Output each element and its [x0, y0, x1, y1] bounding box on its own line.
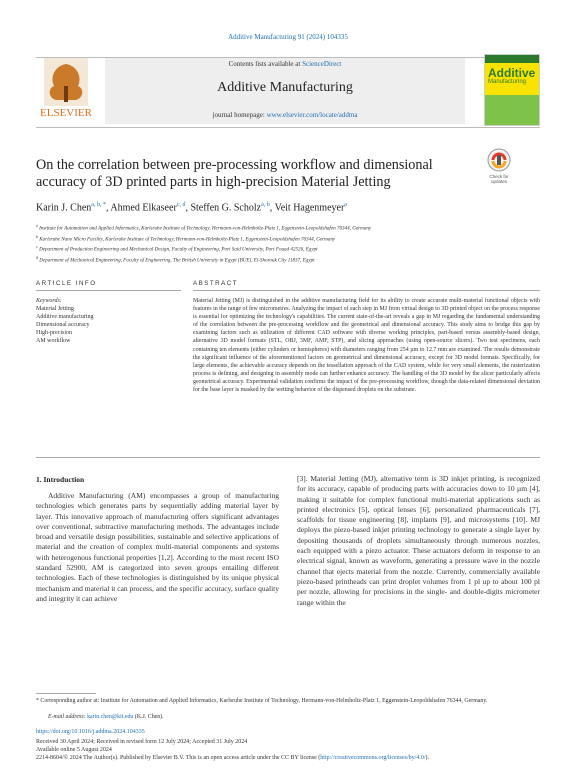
affiliation-list	[36, 222, 540, 265]
divider	[36, 290, 181, 291]
cover-subtitle: Manufacturing	[488, 79, 527, 85]
cover-title: Additive	[488, 66, 536, 80]
publisher-name: ELSEVIER	[40, 107, 92, 119]
journal-cover	[484, 54, 540, 126]
body-text-left-column: Additive Manufacturing (AM) encompasses a group of manufacturing technologies which generates parts by sequentially adding material layer by layer. This innovative approach of manufacturing offers significant advantages over conventional, subtractive manufacturing methods. The advantages include broad and versatile design possibilities, sustainable and selective applications of material and the creation of complex multi-material components and systems with heterogenous functional properties [1,2]. According to the most recent ISO standard 52900, AM is categorized into seven groups entailing different technologies. Each of these technologies is distinguished by its unique physical mechanism and material it can process, and the specific accuracy, surface quality and integrity it can achieve	[36, 491, 279, 603]
divider	[193, 290, 540, 291]
journal-name: Additive Manufacturing	[217, 80, 353, 95]
affiliation-text: Department of Mechanical Engineering, Faculty of Engineering, The British University in Egypt (BUE), El-Shorouk City 11837, Egypt	[39, 257, 315, 264]
author-list: Karin J. Chen$^{a, b, *}$, Ahmed Elkaseer$^{c, d}$, Steffen G. Scholz$^{a, b}$, Veit Hagenmeyer$^a$	[36, 202, 347, 214]
footnote-divider	[36, 693, 96, 694]
keyword: Dimensional accuracy	[36, 322, 90, 328]
affiliation-marker: a	[36, 223, 38, 228]
homepage-link[interactable]: www.elsevier.com/locate/addma	[266, 111, 358, 119]
affiliation	[36, 222, 540, 233]
abstract-heading: ABSTRACT	[193, 280, 239, 287]
keyword: AM workflow	[36, 338, 71, 344]
email-label: E-mail address:	[48, 714, 88, 720]
affiliation-marker: b	[36, 233, 38, 239]
author-3[interactable]: Steffen G. Scholz	[190, 202, 262, 214]
corresponding-author-footnote: * Corresponding author at: Institute for Automation and Applied Informatics, Karlsruhe Institute of Technology, Hermann-von-Helmholtz-Platz 1, Eggenstein-Leopoldshafen 76344, Germany.	[36, 698, 488, 704]
elsevier-logo	[36, 56, 96, 122]
received-dates: Received 30 April 2024; Received in revised form 12 July 2024; Accepted 31 July 2024	[36, 739, 248, 745]
article-info-heading: ARTICLE INFO	[36, 280, 97, 287]
affiliation-text: Karlsruhe Nano Micro Facility, Karlsruhe Institute of Technology, Hermann-von-Helmholtz-Platz 1, Eggenstein-Leopoldshafen 76344, Germany	[39, 236, 336, 243]
affiliation-text: Department of Production Engineering and Mechanical Design, Faculty of Engineering, Port Said University, Port Fouad 42526, Egypt	[39, 247, 318, 254]
license-prefix: 2214-8604/© 2024 The Author(s). Published by Elsevier B.V. This is an open access article under the CC BY license (	[36, 755, 321, 761]
keyword: High-precision	[36, 330, 72, 336]
author-3-affil[interactable]: a, b	[261, 202, 270, 208]
license-line	[36, 755, 556, 761]
article-title: On the correlation between pre-processing workflow and dimensional accuracy of 3D printed parts in high-precision Material Jetting	[36, 157, 433, 190]
author-1-affil[interactable]: a, b, *	[91, 202, 106, 208]
contents-line	[105, 60, 465, 68]
affiliation	[36, 233, 540, 244]
body-text-right-column: [3]. Material Jetting (MJ), alternative term is 3D inkjet printing, is recognized for its accuracy, capable of producing parts with accuracies down to 10 µm [4], making it suitable for complex functional multi-material applications such as printed electronics [5], optical lenses [6], personalized pharmaceuticals [7], scaffolds for tissue engineering [8], implants [9], and microsystems [10]. MJ deploys the piezo-based inkjet printing technology to generate a single layer by depositing thousands of droplets simultaneously through numerous nozzles, each equipped with a piezo actuator. These actuators deform in response to an electrical signal, known as waveform, generating a pressure wave in the nozzle channel that ejects material from the nozzle. Currently, commercially available piezo-based printheads can print droplet volumes from 1 pl up to about 100 pl per nozzle, allowing for precisions in the single- and double-digits micrometer range within the	[297, 474, 540, 607]
journal-reference[interactable]: Additive Manufacturing 91 (2024) 104335	[228, 33, 348, 41]
author-4[interactable]: Veit Hagenmeyer	[274, 202, 345, 214]
keywords-heading: Keywords:	[36, 298, 62, 304]
affiliation-text: Institute for Automation and Applied Informatics, Karlsruhe Institute of Technology, Hermann-von-Helmholtz-Platz 1, Eggenstein-Leopoldshafen 76344, Germany	[39, 225, 372, 232]
keyword: Material Jetting	[36, 306, 74, 312]
author-1[interactable]: Karin J. Chen	[36, 202, 92, 214]
keywords-block	[36, 297, 181, 345]
section-heading-introduction: 1. Introduction	[36, 475, 85, 484]
abstract-text: Material Jetting (MJ) is distinguished in the additive manufacturing field for its ability to create accurate multi-material functional objects with features in the range of few micrometres. Analyzing the impact of each step in MJ from virtual design to 3D printed object on the process response is essential for optimizing the technology's capabilities. The current state-of-the-art reveals a gap in MJ regarding the fundamental understanding of the correlation between the pre-processing workflow and the geometrical and dimensional accuracy. This study aims to bridge this gap by examining factors such as utilization of different CAD software with diverse working principles, part-based versus assembly-based design, alternative 3D model formats (STL, OBJ, 3MF, AMF, STP), and slicing approaches (using open-source slicers). Two test specimens, each containing ten elements (either cylinders or hemispheres) with diameters ranging from 254 µm to 12.7 mm are examined. The results demonstrate the significant influence of the aforementioned factors on geometrical and dimensional accuracy, except for 3D model formats. Specifically, for large elements, the achievable accuracy depends on the tessellation approach of the CAD system, while for very small elements, the rasterization process is defining, and designing in assembly mode can further enhance accuracy. The handling of the 3D model by the slicer particularly affects geometrical accuracy. Experimental validation confirms the impact of the pre-processing workflow, though the data-related dimensional deviation for the base layer is masked by the wetting behavior of the dispensed droplets on the substrate.	[193, 298, 540, 394]
author-2-affil[interactable]: c, d	[176, 202, 186, 208]
author-4-affil[interactable]: a	[344, 202, 347, 208]
sciencedirect-link[interactable]: ScienceDirect	[302, 60, 342, 68]
keyword: Additive manufacturing	[36, 314, 94, 320]
cover-image-band	[485, 95, 539, 125]
email-link[interactable]: karin.chen@kit.edu	[87, 714, 134, 720]
license-suffix: ).	[425, 755, 429, 761]
affiliation	[36, 243, 540, 254]
affiliation-marker: d	[36, 255, 38, 261]
available-online: Available online 5 August 2024	[36, 747, 112, 753]
author-2[interactable]: Ahmed Elkaseer	[110, 202, 177, 214]
contents-prefix: Contents lists available at	[228, 60, 303, 68]
homepage-line	[105, 111, 465, 119]
affiliation	[36, 254, 540, 265]
email-line	[48, 714, 164, 720]
license-link[interactable]: http://creativecommons.org/licenses/by/4.0/	[320, 755, 426, 761]
doi-link[interactable]: https://doi.org/10.1016/j.addma.2024.104335	[36, 729, 145, 735]
email-suffix: (K.J. Chen).	[133, 714, 164, 720]
check-for-updates-icon[interactable]	[484, 146, 514, 176]
divider	[36, 457, 540, 458]
check-for-updates-label[interactable]: Check for updates	[489, 174, 509, 184]
affiliation-marker: c	[36, 244, 38, 250]
cover-top-band	[485, 55, 539, 63]
homepage-prefix: journal homepage:	[212, 111, 267, 119]
